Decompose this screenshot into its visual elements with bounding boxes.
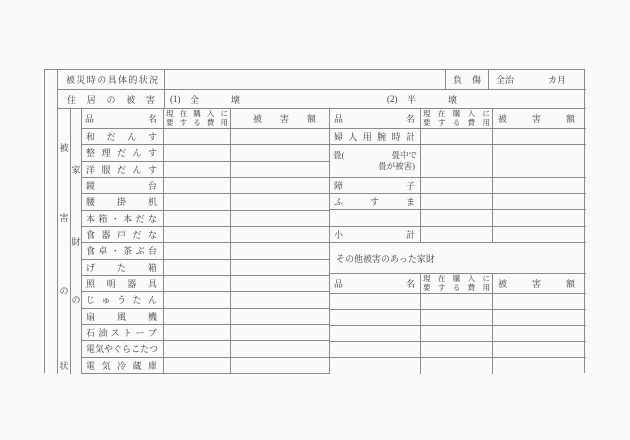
- damage-input-cell[interactable]: [493, 194, 586, 210]
- vertical-char: 状: [59, 361, 69, 371]
- housing-option-total-collapse[interactable]: [170, 90, 240, 108]
- cost-input-cell[interactable]: [421, 358, 493, 374]
- column-header-purchase-cost: 現 在 購 入 に 要 す る 費 用: [421, 109, 493, 129]
- tatami-of-total: 畳中で: [391, 150, 417, 160]
- column-header-item-name: 品 名: [330, 274, 421, 294]
- cost-input-cell[interactable]: [164, 162, 231, 178]
- item-label: ふ す ま: [330, 194, 421, 210]
- item-label-tatami: [330, 145, 421, 178]
- damage-input-cell[interactable]: [231, 227, 330, 243]
- cost-input-cell[interactable]: [164, 358, 231, 374]
- item-label: 鏡 台: [82, 178, 164, 194]
- item-input-cell[interactable]: [330, 342, 421, 358]
- damage-input-cell[interactable]: [231, 194, 330, 210]
- cost-input-cell[interactable]: [421, 294, 493, 310]
- cost-input-cell[interactable]: [164, 178, 231, 194]
- item-label: じ ゅ う た ん: [82, 292, 164, 308]
- cost-input-cell[interactable]: [164, 260, 231, 276]
- cost-input-cell[interactable]: [164, 211, 231, 227]
- damage-input-cell[interactable]: [231, 358, 330, 374]
- item-input-cell[interactable]: [330, 326, 421, 342]
- recovery-unit-label: カ月: [547, 75, 566, 85]
- item-input-cell[interactable]: [330, 358, 421, 374]
- column-header-damage-amount: 被 害 額: [493, 109, 586, 129]
- damage-input-cell[interactable]: [231, 129, 330, 145]
- cost-input-cell[interactable]: [421, 145, 493, 178]
- cost-input-cell[interactable]: [421, 194, 493, 210]
- damage-input-cell[interactable]: [231, 292, 330, 308]
- cost-input-cell[interactable]: [164, 227, 231, 243]
- item-label: 扇 風 機: [82, 309, 164, 325]
- cost-input-cell[interactable]: [164, 145, 231, 161]
- damage-report-form: [44, 69, 585, 373]
- cost-input-cell[interactable]: [421, 326, 493, 342]
- recovery-label: 全治: [496, 75, 515, 85]
- situation-value-field[interactable]: [165, 70, 446, 89]
- household-goods-vertical-label: [71, 109, 82, 374]
- injury-label: 負 傷: [446, 70, 489, 89]
- cost-input-cell[interactable]: [164, 341, 231, 357]
- cost-input-cell[interactable]: [164, 129, 231, 145]
- column-header-item-name: 品 名: [82, 109, 164, 129]
- item-input-cell[interactable]: [330, 294, 421, 310]
- damage-input-cell[interactable]: [493, 294, 586, 310]
- item-label: 腰 掛 机: [82, 194, 164, 210]
- vertical-char: 財: [71, 237, 81, 247]
- damage-input-cell[interactable]: [231, 309, 330, 325]
- item-label: 洋 服 だ ん す: [82, 162, 164, 178]
- damage-input-cell[interactable]: [493, 326, 586, 342]
- vertical-char: 害: [59, 213, 69, 223]
- damage-input-cell[interactable]: [231, 178, 330, 194]
- housing-fittings-table: [330, 109, 586, 374]
- cost-input-cell[interactable]: [421, 310, 493, 326]
- damage-input-cell[interactable]: [231, 341, 330, 357]
- damage-input-cell[interactable]: [231, 162, 330, 178]
- damage-input-cell[interactable]: [231, 243, 330, 259]
- column-header-purchase-cost: 現 在 購 入 に 要 す る 費 用: [421, 274, 493, 294]
- item-label: 照 明 器 具: [82, 276, 164, 292]
- vertical-char: の: [71, 295, 81, 305]
- damage-input-cell[interactable]: [493, 129, 586, 145]
- cost-input-cell[interactable]: [164, 276, 231, 292]
- tatami-open: 畳(: [333, 150, 345, 160]
- damage-input-cell[interactable]: [493, 358, 586, 374]
- vertical-char: 家: [71, 165, 81, 175]
- cost-input-cell[interactable]: [421, 178, 493, 194]
- option-label: 全 壊: [190, 94, 240, 105]
- damage-input-cell[interactable]: [231, 260, 330, 276]
- column-header-purchase-cost: 現 在 購 入 に 要 す る 費 用: [164, 109, 231, 129]
- vertical-char: 被: [59, 143, 69, 153]
- damage-status-vertical-label: [57, 109, 71, 374]
- recovery-period-field[interactable]: [489, 70, 586, 89]
- cost-input-cell[interactable]: [164, 292, 231, 308]
- damage-input-cell[interactable]: [231, 276, 330, 292]
- column-header-item-name: 品 名: [330, 109, 421, 129]
- item-label: 婦 人 用 腕 時 計: [330, 129, 421, 145]
- situation-label: 被災時の具体的状況: [58, 70, 165, 89]
- subtotal-cost-cell[interactable]: [421, 227, 493, 243]
- item-label: 整 理 だ ん す: [82, 145, 164, 161]
- housing-damage-row: [57, 90, 586, 109]
- option-number: (2): [387, 94, 398, 104]
- housing-option-half-collapse[interactable]: [387, 90, 457, 108]
- subtotal-damage-cell[interactable]: [493, 227, 586, 243]
- cost-input-cell[interactable]: [164, 309, 231, 325]
- damage-input-cell[interactable]: [493, 342, 586, 358]
- item-input-cell[interactable]: [330, 210, 421, 227]
- item-label: 和 だ ん す: [82, 129, 164, 145]
- situation-row: [57, 70, 586, 90]
- cost-input-cell[interactable]: [421, 210, 493, 227]
- household-items-table: [82, 109, 330, 374]
- damage-input-cell[interactable]: [493, 178, 586, 194]
- damage-input-cell[interactable]: [231, 145, 330, 161]
- cost-input-cell[interactable]: [164, 194, 231, 210]
- item-label: 食 卓 ・ 茶 ぶ 台: [82, 243, 164, 259]
- item-label: 電 気 冷 蔵 庫: [82, 358, 164, 374]
- item-label: 障 子: [330, 178, 421, 194]
- item-label: 食 器 戸 だ な: [82, 227, 164, 243]
- column-header-damage-amount: 被 害 額: [493, 274, 586, 294]
- cost-input-cell[interactable]: [164, 325, 231, 341]
- option-number: (1): [170, 94, 181, 104]
- subtotal-label: 小 計: [330, 227, 421, 243]
- damage-input-cell[interactable]: [231, 211, 330, 227]
- cost-input-cell[interactable]: [421, 129, 493, 145]
- item-label: げ た 箱: [82, 260, 164, 276]
- damage-input-cell[interactable]: [493, 210, 586, 227]
- item-label: 電 気 や ぐ ら こ た つ: [82, 341, 164, 357]
- other-damaged-goods-section-label: その他被害のあった家財: [330, 243, 586, 274]
- housing-damage-label: 住 居 の 被 害: [58, 90, 165, 108]
- tatami-damaged: 畳が被害): [378, 161, 415, 171]
- column-header-damage-amount: 被 害 額: [231, 109, 330, 129]
- item-label: 本 箱 ・ 本 だ な: [82, 211, 164, 227]
- damage-input-cell[interactable]: [231, 325, 330, 341]
- vertical-char: の: [59, 286, 69, 296]
- damage-input-cell[interactable]: [493, 310, 586, 326]
- cost-input-cell[interactable]: [164, 243, 231, 259]
- housing-damage-options: [165, 90, 586, 108]
- item-label: 石 油 ス ト ー ブ: [82, 325, 164, 341]
- option-label: 半 壊: [407, 94, 457, 105]
- cost-input-cell[interactable]: [421, 342, 493, 358]
- damage-input-cell[interactable]: [493, 145, 586, 178]
- item-input-cell[interactable]: [330, 310, 421, 326]
